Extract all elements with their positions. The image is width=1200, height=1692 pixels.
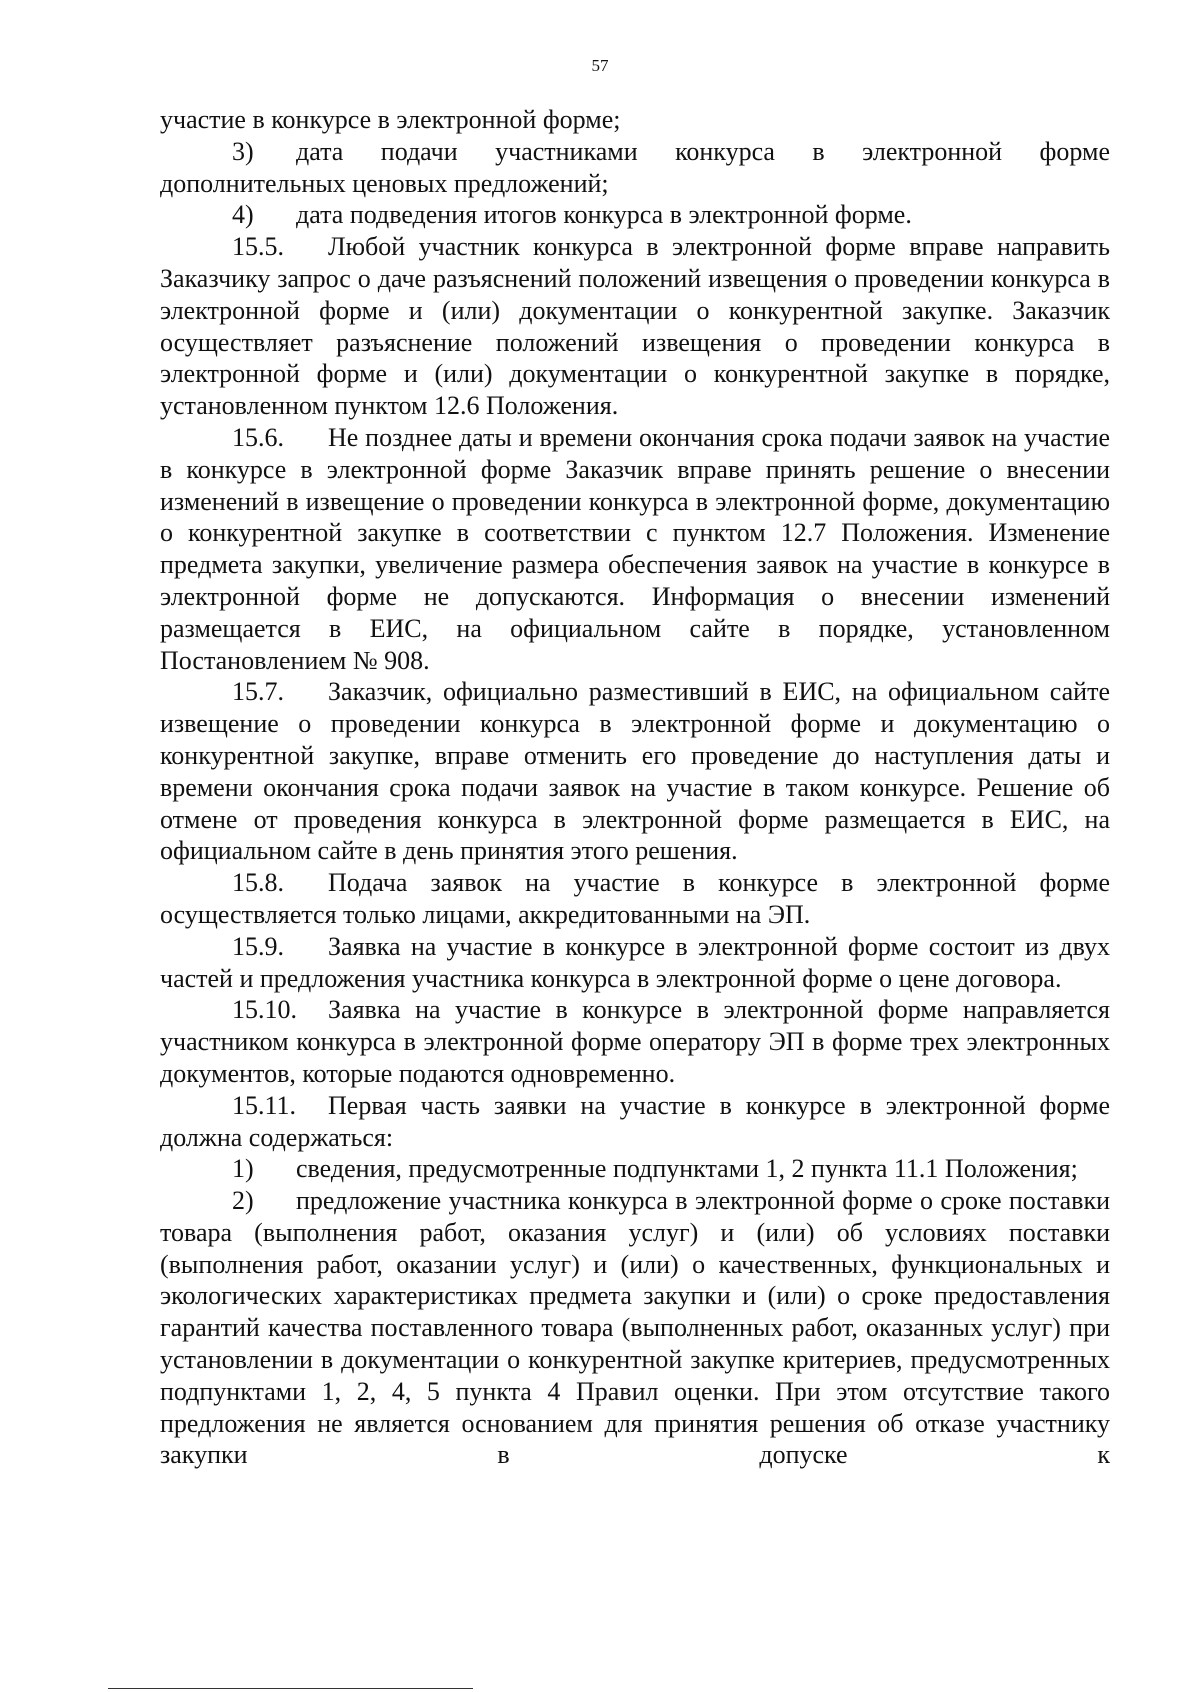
item-text: предложение участника конкурса в электронной форме о сроке поставки товара (выполнения работ, оказания услуг) и (или) об условиях поставки (выполнения работ, оказании услуг) и (или) о качественных, функциональных и экологических характеристиках предмета закупки и (или) о сроке предоставления гарантий качества поставленного товара (выполненных работ, оказанных услуг) при установлении в документации о конкурентной закупке критериев, предусмотренных подпунктами 1, 2, 4, 5 пункта 4 Правил оценки. При этом отсутствие такого предложения не является основанием для принятия решения об отказе участнику закупки в допуске к xyxy=(160,1186,1110,1470)
document-body xyxy=(160,104,1110,1471)
item-text: сведения, предусмотренные подпунктами 1, 2 пункта 11.1 Положения; xyxy=(296,1154,1078,1184)
clause-text: Не позднее даты и времени окончания срока подачи заявок на участие в конкурсе в электронной форме Заказчик вправе принять решение о внесении изменений в извещение о проведении конкурса в электронной форме, документацию о конкурентной закупке в соответствии с пунктом 12.7 Положения. Изменение предмета закупки, увеличение размера обеспечения заявок на участие в конкурсе в электронной форме не допускаются. Информация о внесении изменений размещается в ЕИС, на официальном сайте в порядке, установленном Постановлением № 908. xyxy=(160,422,1110,675)
clause-15-9 xyxy=(160,931,1110,995)
clause-number: 15.6. xyxy=(232,422,284,452)
clause-number: 15.5. xyxy=(232,232,284,262)
paragraph-text: участие в конкурсе в электронной форме; xyxy=(160,105,621,134)
clause-15-11 xyxy=(160,1090,1110,1154)
list-item-4 xyxy=(160,199,1110,231)
item-number: 2) xyxy=(232,1186,254,1216)
clause-text: Заказчик, официально разместивший в ЕИС, на официальном сайте извещение о проведении конкурса в электронной форме и документацию о конкурентной закупке, вправе отменить его проведение до наступления даты и времени окончания срока подачи заявок на участие в таком конкурсе. Решение об отмене от проведения конкурса в электронной форме размещается в ЕИС, на официальном сайте в день принятия этого решения. xyxy=(160,677,1110,866)
clause-15-10 xyxy=(160,994,1110,1089)
clause-number: 15.7. xyxy=(232,677,284,707)
clause-15-6 xyxy=(160,422,1110,676)
clause-number: 15.9. xyxy=(232,931,284,961)
item-number: 3) xyxy=(232,136,254,166)
clause-text: Первая часть заявки на участие в конкурсе в электронной форме должна содержаться: xyxy=(160,1090,1110,1152)
clause-number: 15.8. xyxy=(232,868,284,898)
item-number: 4) xyxy=(232,200,254,230)
paragraph-continuation xyxy=(160,104,1110,136)
list-item-1 xyxy=(160,1153,1110,1185)
item-text: дата подведения итогов конкурса в электронной форме. xyxy=(296,200,912,230)
clause-number: 15.11. xyxy=(232,1090,297,1120)
item-number: 1) xyxy=(232,1154,254,1184)
clause-number: 15.10. xyxy=(232,995,297,1025)
clause-15-8 xyxy=(160,867,1110,931)
page-number: 57 xyxy=(591,56,609,75)
clause-text: Заявка на участие в конкурсе в электронной форме направляется участником конкурса в электронной форме оператору ЭП в форме трех электронных документов, которые подаются одновременно. xyxy=(160,995,1110,1088)
footnote-divider xyxy=(108,1688,473,1689)
clause-15-5 xyxy=(160,231,1110,422)
list-item-3 xyxy=(160,136,1110,200)
clause-15-7 xyxy=(160,676,1110,867)
clause-text: Подача заявок на участие в конкурсе в электронной форме осуществляется только лицами, аккредитованными на ЭП. xyxy=(160,868,1110,929)
clause-text: Любой участник конкурса в электронной форме вправе направить Заказчику запрос о даче разъяснений положений извещения о проведении конкурса в электронной форме и (или) документации о конкурентной закупке. Заказчик осуществляет разъяснение положений извещения о проведении конкурса в электронной форме и (или) документации о конкурентной закупке в порядке, установленном пунктом 12.6 Положения. xyxy=(160,232,1110,421)
list-item-2 xyxy=(160,1185,1110,1471)
item-text: дата подачи участниками конкурса в электронной форме дополнительных ценовых предложений; xyxy=(160,136,1110,198)
clause-text: Заявка на участие в конкурсе в электронной форме состоит из двух частей и предложения участника конкурса в электронной форме о цене договора. xyxy=(160,931,1110,993)
